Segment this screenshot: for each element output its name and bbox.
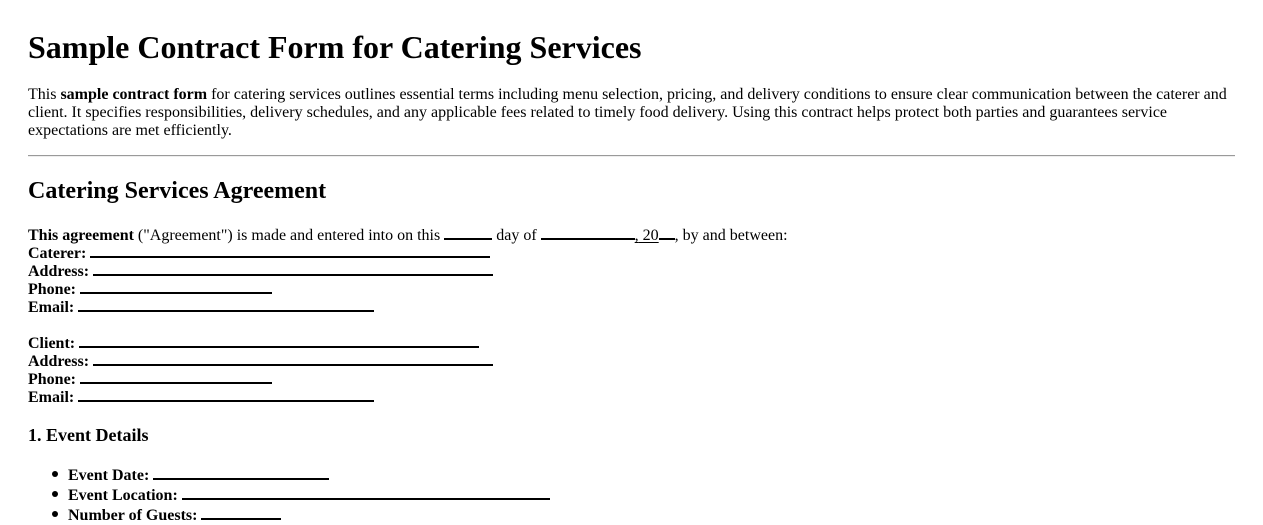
between-text: , by and between:: [674, 227, 788, 244]
day-blank[interactable]: [444, 225, 492, 240]
day-of-text: day of: [492, 227, 541, 244]
client-phone-line: [28, 369, 272, 389]
client-email-line: [28, 387, 374, 407]
caterer-name-label: Caterer:: [28, 245, 87, 262]
client-name-label: Client:: [28, 335, 76, 352]
intro-paragraph: [28, 86, 1233, 140]
guest-count-blank[interactable]: [201, 505, 281, 520]
client-email-blank[interactable]: [78, 387, 374, 402]
event-date-blank[interactable]: [153, 465, 329, 480]
agreement-opening-text: ("Agreement") is made and entered into on this: [133, 227, 445, 244]
caterer-phone-blank[interactable]: [80, 279, 272, 294]
caterer-email-blank[interactable]: [78, 297, 374, 312]
list-item: [28, 505, 550, 525]
caterer-address-blank[interactable]: [93, 261, 493, 276]
client-name-blank[interactable]: [79, 333, 479, 348]
agreement-opening-line: [28, 225, 788, 245]
year-blank[interactable]: [659, 225, 675, 240]
list-item: [28, 485, 550, 505]
event-date-label: Event Date:: [68, 467, 150, 484]
bullet-icon: [52, 471, 58, 477]
agreement-opening-bold: This agreement: [28, 227, 134, 244]
caterer-phone-label: Phone:: [28, 281, 76, 298]
client-name-line: [28, 333, 479, 353]
guest-count-label: Number of Guests:: [68, 507, 198, 524]
caterer-phone-line: [28, 279, 272, 299]
caterer-address-label: Address:: [28, 263, 90, 280]
client-email-label: Email:: [28, 389, 75, 406]
page-title: Sample Contract Form for Catering Services: [28, 29, 642, 65]
caterer-email-label: Email:: [28, 299, 75, 316]
caterer-email-line: [28, 297, 374, 317]
client-address-blank[interactable]: [93, 351, 493, 366]
month-blank[interactable]: [541, 225, 635, 240]
event-location-label: Event Location:: [68, 487, 178, 504]
client-address-line: [28, 351, 493, 371]
year-comma: ,: [634, 227, 639, 244]
event-details-heading: 1. Event Details: [28, 425, 149, 445]
caterer-name-blank[interactable]: [90, 243, 490, 258]
year-prefix: 20: [638, 227, 659, 244]
event-details-list: [28, 465, 550, 525]
bullet-icon: [52, 491, 58, 497]
section-divider: [28, 155, 1235, 157]
caterer-address-line: [28, 261, 493, 281]
list-item: [28, 465, 550, 485]
client-phone-label: Phone:: [28, 371, 76, 388]
client-phone-blank[interactable]: [80, 369, 272, 384]
client-address-label: Address:: [28, 353, 90, 370]
caterer-name-line: [28, 243, 490, 263]
intro-rest: for catering services outlines essential terms including menu selection, pricing, and delivery conditions to ensure clear communication between the caterer and client. It specifies responsibilities, delivery schedules, and any applicable fees related to timely food delivery. Using this contract helps protect both parties and guarantees service expectations are met efficiently.: [28, 86, 1227, 139]
intro-bold-term: sample contract form: [60, 86, 208, 103]
event-location-blank[interactable]: [182, 485, 550, 500]
bullet-icon: [52, 511, 58, 517]
agreement-heading: Catering Services Agreement: [28, 178, 327, 204]
intro-lead: This: [28, 86, 61, 103]
